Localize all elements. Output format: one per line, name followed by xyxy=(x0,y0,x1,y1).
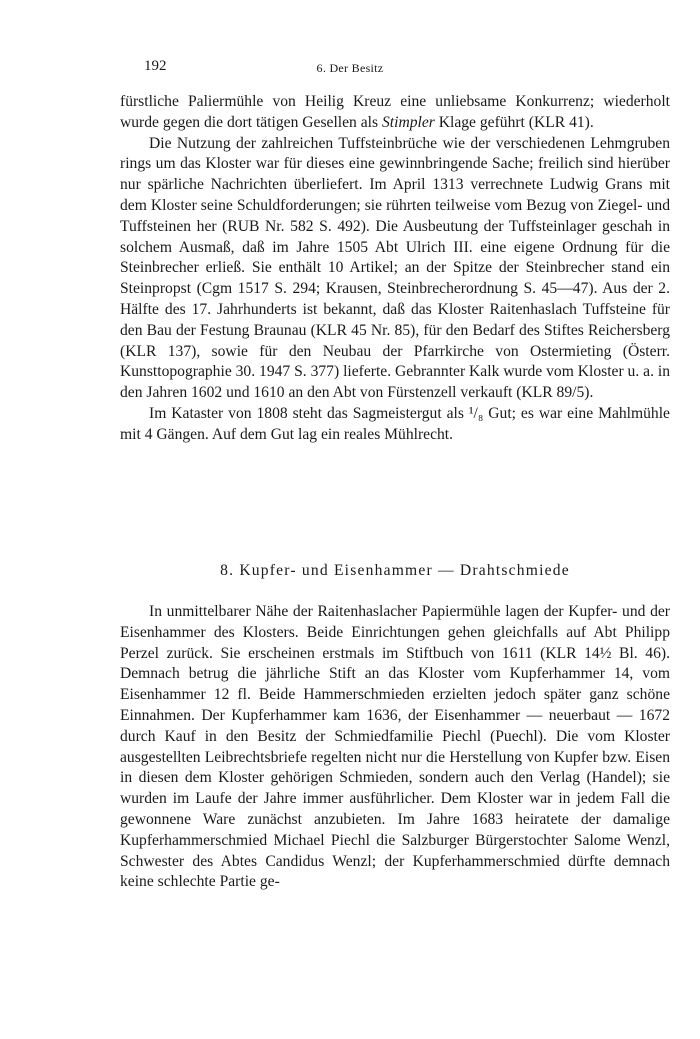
paragraph-1-text-b: Klage geführt (KLR 41). xyxy=(434,113,594,131)
page-number: 192 xyxy=(144,58,167,74)
paragraph-1-italic-term: Stimpler xyxy=(381,113,435,131)
body-text-section-7 xyxy=(120,92,670,446)
paragraph-2: Die Nutzung der zahlreichen Tuffsteinbrüche wie der verschiedenen Lehmgruben rings um das Kloster war für dieses eine gewinnbringende Sache; freilich sind hierüber nur spärliche Nachrichten überliefert. Im April 1313 verrechnete Ludwig Grans mit dem Kloster seine Schuldforderungen; sie rührten teilweise vom Bezug von Ziegel- und Tuffsteinen her (RUB Nr. 582 S. 492). Die Ausbeutung der Tuffsteinlager geschah in solchem Ausmaß, daß im Jahre 1505 Abt Ulrich III. eine eigene Ordnung für die Steinbrecher erließ. Sie enthält 10 Artikel; an der Spitze der Steinbrecher stand ein Steinpropst (Cgm 1517 S. 294; Krausen, Steinbrecherordnung S. 45—47). Aus der 2. Hälfte des 17. Jahrhunderts ist bekannt, daß das Kloster Raitenhaslach Tuffsteine für den Bau der Festung Braunau (KLR 45 Nr. 85), für den Bedarf des Stiftes Reichersberg (KLR 137), sowie für den Neubau der Pfarrkirche von Ostermieting (Österr. Kunsttopographie 30. 1947 S. 377) lieferte. Gebrannter Kalk wurde vom Kloster u. a. in den Jahren 1602 und 1610 an den Abt von Fürstenzell verkauft (KLR 89/5). xyxy=(120,134,670,402)
running-head: 6. Der Besitz xyxy=(316,61,384,75)
paragraph-1 xyxy=(120,92,670,134)
body-text-section-8 xyxy=(120,602,670,893)
paragraph-1-text-a: fürstliche Paliermühle von Heilig Kreuz eine unliebsame Konkurrenz; wiederholt wurde gegen die dort tätigen Gesellen als xyxy=(120,93,670,131)
paragraph-3-text-b: Gut; es war eine Mahlmühle mit 4 Gängen. Auf dem Gut lag ein reales Mühlrecht. xyxy=(120,404,670,443)
paragraph-3-fraction: ¹/₈ xyxy=(468,404,484,422)
section-heading: 8. Kupfer- und Eisenhammer — Drahtschmiede xyxy=(220,562,570,579)
paragraph-3-text-a: Im Kataster von 1808 steht das Sagmeistergut als xyxy=(149,404,469,422)
paragraph-3 xyxy=(120,404,670,446)
paragraph-4: In unmittelbarer Nähe der Raitenhaslacher Papiermühle lagen der Kupfer- und der Eisenhammer des Klosters. Beide Einrichtungen gehen gleichfalls auf Abt Philipp Perzel zurück. Sie erscheinen erstmals im Stiftbuch von 1611 (KLR 14½ Bl. 46). Demnach betrug die jährliche Stift an das Kloster vom Kupferhammer 14, vom Eisenhammer 12 fl. Beide Hammerschmieden erzielten jedoch später ganz schöne Einnahmen. Der Kupferhammer kam 1636, der Eisenhammer — neuerbaut — 1672 durch Kauf in den Besitz der Schmiedfamilie Piechl (Puechl). Die vom Kloster ausgestellten Leibrechtsbriefe regelten nicht nur die Herstellung von Kupfer bzw. Eisen in diesen dem Kloster gehörigen Schmieden, sondern auch den Verlag (Handel); sie wurden im Laufe der Jahre immer ausführlicher. Dem Kloster war in jedem Fall die gewonnene Ware zunächst anzubieten. Im Jahre 1683 heiratete der damalige Kupferhammerschmied Michael Piechl die Salzburger Bürgerstochter Salome Wenzl, Schwester des Abtes Candidus Wenzl; der Kupferhammerschmied dürfte demnach keine schlechte Partie ge- xyxy=(120,603,670,891)
